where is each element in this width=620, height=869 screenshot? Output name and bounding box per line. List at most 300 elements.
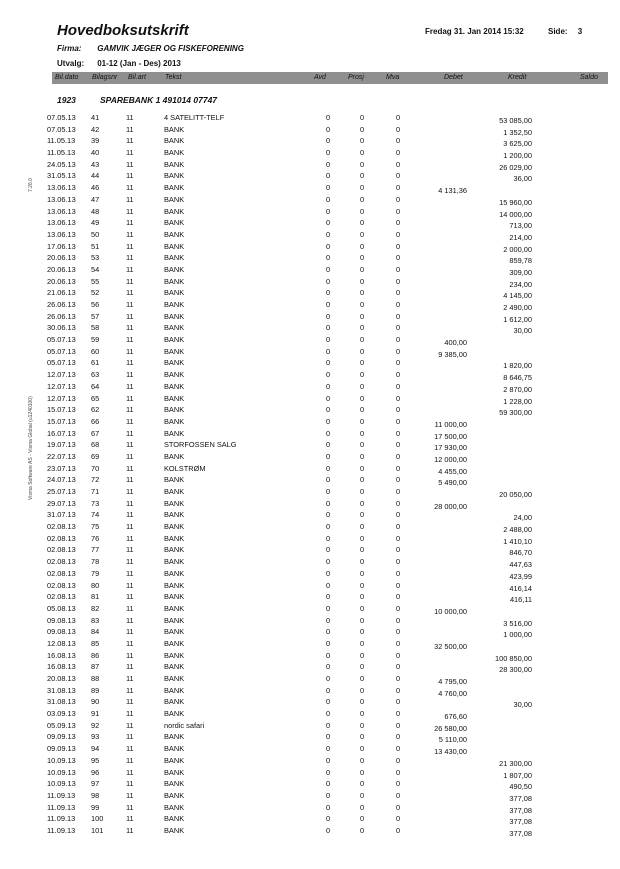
row-bilagsnr: 61: [91, 358, 100, 368]
row-kredit: 2 488,00: [503, 525, 532, 535]
row-date: 02.08.13: [47, 580, 76, 590]
row-avd: 0: [326, 206, 331, 216]
row-avd: 0: [326, 592, 331, 602]
row-kredit: 14 000,00: [499, 209, 532, 219]
row-avd: 0: [326, 358, 331, 368]
row-avd: 0: [326, 124, 331, 134]
row-bilagsnr: 96: [91, 767, 100, 777]
row-bilart: 11: [126, 276, 134, 286]
row-tekst: BANK: [164, 697, 185, 707]
row-bilart: 11: [126, 603, 134, 613]
col-mva: Mva: [386, 74, 400, 81]
row-bilart: 11: [126, 253, 134, 263]
row-bilagsnr: 48: [91, 206, 100, 216]
row-prosj: 0: [360, 393, 365, 403]
row-date: 11.09.13: [47, 802, 76, 812]
row-mva: 0: [396, 732, 401, 742]
row-kredit: 26 029,00: [499, 162, 532, 172]
row-date: 20.06.13: [47, 253, 76, 263]
row-kredit: 20 050,00: [499, 490, 532, 499]
side-software-text: Visma Software AS - Visma Global (u1240100): [28, 396, 34, 500]
row-avd: 0: [326, 802, 331, 812]
row-tekst: BANK: [164, 264, 185, 274]
row-prosj: 0: [360, 311, 365, 321]
row-bilart: 11: [126, 732, 134, 742]
column-header-bar: [52, 72, 608, 84]
row-avd: 0: [326, 487, 331, 496]
row-date: 26.06.13: [47, 311, 76, 321]
row-avd: 0: [326, 171, 331, 181]
utvalg-label: Utvalg:: [57, 59, 85, 68]
row-kredit: 2 490,00: [503, 303, 532, 312]
row-bilagsnr: 98: [91, 790, 100, 800]
table-row: [0, 183, 620, 195]
row-date: 05.07.13: [47, 346, 76, 356]
row-bilagsnr: 89: [91, 685, 100, 695]
row-bilart: 11: [126, 510, 134, 520]
row-tekst: BANK: [164, 241, 185, 251]
firma-line: [57, 44, 244, 53]
row-avd: 0: [326, 416, 331, 426]
row-bilart: 11: [126, 545, 134, 555]
row-bilagsnr: 86: [91, 650, 100, 660]
row-bilagsnr: 53: [91, 253, 100, 263]
table-row: [0, 545, 620, 557]
row-bilart: 11: [126, 475, 134, 485]
row-prosj: 0: [360, 241, 365, 251]
row-date: 05.07.13: [47, 358, 76, 368]
table-row: [0, 604, 620, 616]
row-bilagsnr: 69: [91, 451, 100, 461]
row-kredit: 416,14: [509, 583, 532, 593]
row-date: 11.09.13: [47, 814, 76, 824]
row-mva: 0: [396, 533, 401, 543]
table-row: [0, 721, 620, 733]
row-bilagsnr: 94: [91, 744, 100, 754]
table-row: [0, 768, 620, 780]
row-kredit: 859,78: [509, 256, 532, 266]
row-date: 12.08.13: [47, 638, 76, 648]
row-mva: 0: [396, 300, 401, 309]
row-prosj: 0: [360, 802, 365, 812]
table-row: [0, 826, 620, 838]
row-avd: 0: [326, 615, 331, 625]
table-row: [0, 382, 620, 394]
row-tekst: BANK: [164, 638, 185, 648]
row-bilagsnr: 52: [91, 288, 100, 298]
firma-value: GAMVIK JÆGER OG FISKEFORENING: [97, 44, 244, 53]
row-avd: 0: [326, 533, 331, 543]
row-mva: 0: [396, 767, 401, 777]
table-row: [0, 616, 620, 628]
row-bilagsnr: 49: [91, 218, 100, 228]
row-tekst: BANK: [164, 136, 185, 146]
row-avd: 0: [326, 370, 331, 380]
table-row: [0, 148, 620, 160]
row-bilart: 11: [126, 685, 134, 695]
row-avd: 0: [326, 475, 331, 485]
row-date: 31.05.13: [47, 171, 76, 181]
row-kredit: 377,08: [509, 828, 532, 838]
row-bilagsnr: 39: [91, 136, 100, 146]
row-debet: 676,60: [444, 712, 467, 722]
table-row: [0, 277, 620, 289]
row-bilart: 11: [126, 194, 134, 204]
row-bilart: 11: [126, 183, 134, 193]
row-avd: 0: [326, 264, 331, 274]
row-avd: 0: [326, 814, 331, 824]
row-kredit: 59 300,00: [499, 408, 532, 418]
row-bilart: 11: [126, 148, 134, 158]
row-bilagsnr: 44: [91, 171, 100, 181]
row-prosj: 0: [360, 288, 365, 298]
row-prosj: 0: [360, 229, 365, 239]
row-bilart: 11: [126, 638, 134, 648]
row-avd: 0: [326, 229, 331, 239]
row-bilagsnr: 74: [91, 510, 100, 520]
row-tekst: BANK: [164, 451, 185, 461]
row-bilart: 11: [126, 323, 134, 333]
row-debet: 12 000,00: [434, 454, 467, 464]
row-prosj: 0: [360, 206, 365, 216]
row-tekst: BANK: [164, 568, 185, 578]
row-avd: 0: [326, 113, 331, 122]
row-bilagsnr: 78: [91, 557, 100, 567]
row-prosj: 0: [360, 650, 365, 660]
row-bilart: 11: [126, 580, 134, 590]
row-prosj: 0: [360, 171, 365, 181]
row-prosj: 0: [360, 218, 365, 228]
row-mva: 0: [396, 685, 401, 695]
row-kredit: 4 145,00: [503, 291, 532, 301]
report-date: Fredag 31. Jan 2014 15:32: [425, 27, 524, 36]
table-row: [0, 464, 620, 476]
row-bilart: 11: [126, 568, 134, 578]
row-avd: 0: [326, 393, 331, 403]
row-avd: 0: [326, 790, 331, 800]
table-row: [0, 756, 620, 768]
row-kredit: 2 000,00: [503, 244, 532, 254]
row-prosj: 0: [360, 416, 365, 426]
report-title: Hovedboksutskrift: [57, 22, 189, 39]
row-bilagsnr: 68: [91, 440, 100, 450]
row-mva: 0: [396, 802, 401, 812]
row-debet: 28 000,00: [434, 501, 467, 511]
account-number: 1923: [57, 95, 76, 105]
row-mva: 0: [396, 674, 401, 683]
row-bilart: 11: [126, 522, 134, 532]
row-avd: 0: [326, 440, 331, 450]
row-date: 05.08.13: [47, 603, 76, 613]
row-date: 02.08.13: [47, 568, 76, 578]
row-bilagsnr: 72: [91, 475, 100, 485]
row-kredit: 21 300,00: [499, 758, 532, 768]
row-date: 09.09.13: [47, 744, 76, 754]
row-prosj: 0: [360, 276, 365, 286]
row-mva: 0: [396, 323, 401, 333]
row-bilart: 11: [126, 709, 134, 719]
row-bilagsnr: 87: [91, 662, 100, 672]
row-kredit: 846,70: [509, 548, 532, 558]
row-prosj: 0: [360, 405, 365, 415]
row-bilagsnr: 47: [91, 194, 100, 204]
row-avd: 0: [326, 451, 331, 461]
row-tekst: BANK: [164, 311, 185, 321]
row-tekst: BANK: [164, 218, 185, 228]
row-prosj: 0: [360, 674, 365, 683]
row-date: 24.07.13: [47, 475, 76, 485]
row-date: 09.09.13: [47, 732, 76, 742]
row-tekst: BANK: [164, 685, 185, 695]
col-bildato: Bil.dato: [55, 74, 79, 81]
row-date: 09.08.13: [47, 615, 76, 625]
col-avd: Avd: [314, 74, 326, 81]
row-bilagsnr: 95: [91, 755, 100, 765]
row-date: 11.09.13: [47, 825, 76, 835]
row-bilagsnr: 56: [91, 300, 100, 309]
table-row: [0, 218, 620, 230]
row-tekst: BANK: [164, 253, 185, 263]
row-mva: 0: [396, 405, 401, 415]
row-bilagsnr: 97: [91, 779, 100, 789]
row-mva: 0: [396, 603, 401, 613]
row-mva: 0: [396, 720, 401, 730]
row-mva: 0: [396, 393, 401, 403]
row-kredit: 1 820,00: [503, 361, 532, 371]
table-row: [0, 160, 620, 172]
row-date: 26.06.13: [47, 300, 76, 309]
table-row: [0, 779, 620, 791]
row-tekst: BANK: [164, 194, 185, 204]
row-kredit: 423,99: [509, 571, 532, 581]
row-date: 13.06.13: [47, 206, 76, 216]
row-date: 02.08.13: [47, 533, 76, 543]
table-row: [0, 499, 620, 511]
row-prosj: 0: [360, 323, 365, 333]
row-kredit: 24,00: [513, 513, 532, 523]
row-tekst: BANK: [164, 229, 185, 239]
row-date: 31.07.13: [47, 510, 76, 520]
row-tekst: BANK: [164, 183, 185, 193]
row-prosj: 0: [360, 428, 365, 438]
row-date: 29.07.13: [47, 498, 76, 508]
row-mva: 0: [396, 755, 401, 765]
row-prosj: 0: [360, 592, 365, 602]
row-tekst: BANK: [164, 124, 185, 134]
row-mva: 0: [396, 744, 401, 754]
row-mva: 0: [396, 615, 401, 625]
table-row: [0, 417, 620, 429]
row-prosj: 0: [360, 159, 365, 169]
row-bilagsnr: 58: [91, 323, 100, 333]
col-debet: Debet: [444, 74, 463, 81]
row-bilagsnr: 43: [91, 159, 100, 169]
table-row: [0, 697, 620, 709]
row-tekst: BANK: [164, 779, 185, 789]
row-tekst: BANK: [164, 592, 185, 602]
table-row: [0, 744, 620, 756]
row-tekst: BANK: [164, 545, 185, 555]
row-mva: 0: [396, 779, 401, 789]
table-row: [0, 534, 620, 546]
row-prosj: 0: [360, 194, 365, 204]
row-prosj: 0: [360, 790, 365, 800]
row-kredit: 416,11: [509, 595, 532, 605]
row-avd: 0: [326, 697, 331, 707]
row-bilart: 11: [126, 393, 134, 403]
row-avd: 0: [326, 148, 331, 158]
row-date: 02.08.13: [47, 592, 76, 602]
row-tekst: BANK: [164, 159, 185, 169]
row-tekst: BANK: [164, 148, 185, 158]
row-kredit: 377,08: [509, 793, 532, 803]
row-kredit: 1 228,00: [503, 396, 532, 406]
row-tekst: nordic safari: [164, 720, 205, 730]
row-tekst: BANK: [164, 323, 185, 333]
row-tekst: BANK: [164, 755, 185, 765]
row-tekst: BANK: [164, 393, 185, 403]
row-mva: 0: [396, 825, 401, 835]
row-prosj: 0: [360, 533, 365, 543]
row-avd: 0: [326, 557, 331, 567]
row-prosj: 0: [360, 264, 365, 274]
row-prosj: 0: [360, 370, 365, 380]
table-row: [0, 125, 620, 137]
row-kredit: 15 960,00: [499, 197, 532, 207]
row-tekst: BANK: [164, 744, 185, 754]
page-value: 3: [577, 27, 583, 36]
row-bilart: 11: [126, 720, 134, 730]
row-date: 15.07.13: [47, 405, 76, 415]
row-debet: 11 000,00: [434, 419, 467, 429]
row-prosj: 0: [360, 183, 365, 193]
row-prosj: 0: [360, 148, 365, 158]
row-bilagsnr: 73: [91, 498, 100, 508]
row-mva: 0: [396, 416, 401, 426]
row-bilart: 11: [126, 124, 134, 134]
table-row: [0, 639, 620, 651]
row-avd: 0: [326, 300, 331, 309]
table-row: [0, 394, 620, 406]
row-prosj: 0: [360, 451, 365, 461]
row-date: 11.05.13: [47, 148, 76, 158]
row-prosj: 0: [360, 136, 365, 146]
row-tekst: BANK: [164, 206, 185, 216]
row-tekst: BANK: [164, 533, 185, 543]
row-date: 20.06.13: [47, 276, 76, 286]
row-tekst: BANK: [164, 709, 185, 719]
row-date: 22.07.13: [47, 451, 76, 461]
row-tekst: BANK: [164, 580, 185, 590]
row-debet: 17 500,00: [434, 431, 467, 441]
row-bilagsnr: 91: [91, 709, 100, 719]
row-prosj: 0: [360, 358, 365, 368]
row-tekst: BANK: [164, 358, 185, 368]
row-mva: 0: [396, 358, 401, 368]
row-bilart: 11: [126, 218, 134, 228]
row-mva: 0: [396, 627, 401, 637]
row-bilart: 11: [126, 381, 134, 391]
row-tekst: BANK: [164, 510, 185, 520]
row-prosj: 0: [360, 487, 365, 496]
col-tekst: Tekst: [165, 74, 182, 81]
row-bilagsnr: 46: [91, 183, 100, 193]
table-row: [0, 323, 620, 335]
row-date: 05.07.13: [47, 335, 76, 345]
row-prosj: 0: [360, 113, 365, 122]
row-tekst: 4 SATELITT-TELF: [164, 113, 225, 122]
row-prosj: 0: [360, 825, 365, 835]
row-bilagsnr: 92: [91, 720, 100, 730]
firma-label: Firma:: [57, 44, 82, 53]
row-date: 31.08.13: [47, 697, 76, 707]
row-mva: 0: [396, 159, 401, 169]
row-date: 24.05.13: [47, 159, 76, 169]
row-avd: 0: [326, 288, 331, 298]
row-mva: 0: [396, 194, 401, 204]
row-tekst: BANK: [164, 825, 185, 835]
row-prosj: 0: [360, 522, 365, 532]
col-bilagsnr: Bilagsnr: [92, 74, 118, 81]
row-kredit: 309,00: [509, 267, 532, 277]
row-mva: 0: [396, 790, 401, 800]
table-row: [0, 265, 620, 277]
row-tekst: BANK: [164, 790, 185, 800]
row-bilagsnr: 57: [91, 311, 100, 321]
utvalg-line: [57, 59, 181, 68]
row-bilart: 11: [126, 627, 134, 637]
row-tekst: BANK: [164, 767, 185, 777]
table-row: [0, 522, 620, 534]
row-prosj: 0: [360, 124, 365, 134]
table-row: [0, 288, 620, 300]
row-debet: 32 500,00: [434, 641, 467, 651]
row-date: 10.09.13: [47, 755, 76, 765]
row-prosj: 0: [360, 545, 365, 555]
row-kredit: 234,00: [509, 279, 532, 289]
row-prosj: 0: [360, 603, 365, 613]
row-tekst: BANK: [164, 814, 185, 824]
row-prosj: 0: [360, 510, 365, 520]
row-bilart: 11: [126, 346, 134, 356]
table-row: [0, 686, 620, 698]
row-debet: 400,00: [444, 338, 467, 348]
row-date: 17.06.13: [47, 241, 76, 251]
row-avd: 0: [326, 276, 331, 286]
row-bilart: 11: [126, 463, 134, 473]
row-mva: 0: [396, 370, 401, 380]
row-kredit: 36,00: [513, 174, 532, 184]
row-bilart: 11: [126, 405, 134, 415]
row-bilart: 11: [126, 206, 134, 216]
row-tekst: BANK: [164, 802, 185, 812]
row-mva: 0: [396, 113, 401, 122]
row-bilagsnr: 64: [91, 381, 100, 391]
account-name: SPAREBANK 1 491014 07747: [100, 95, 218, 105]
row-mva: 0: [396, 440, 401, 450]
page-label: Side:: [548, 27, 568, 36]
row-avd: 0: [326, 498, 331, 508]
row-mva: 0: [396, 487, 401, 496]
row-bilart: 11: [126, 498, 134, 508]
row-bilart: 11: [126, 416, 134, 426]
row-tekst: BANK: [164, 288, 185, 298]
table-row: [0, 510, 620, 522]
row-bilart: 11: [126, 440, 134, 450]
row-debet: 13 430,00: [434, 747, 467, 757]
row-bilagsnr: 85: [91, 638, 100, 648]
row-avd: 0: [326, 428, 331, 438]
